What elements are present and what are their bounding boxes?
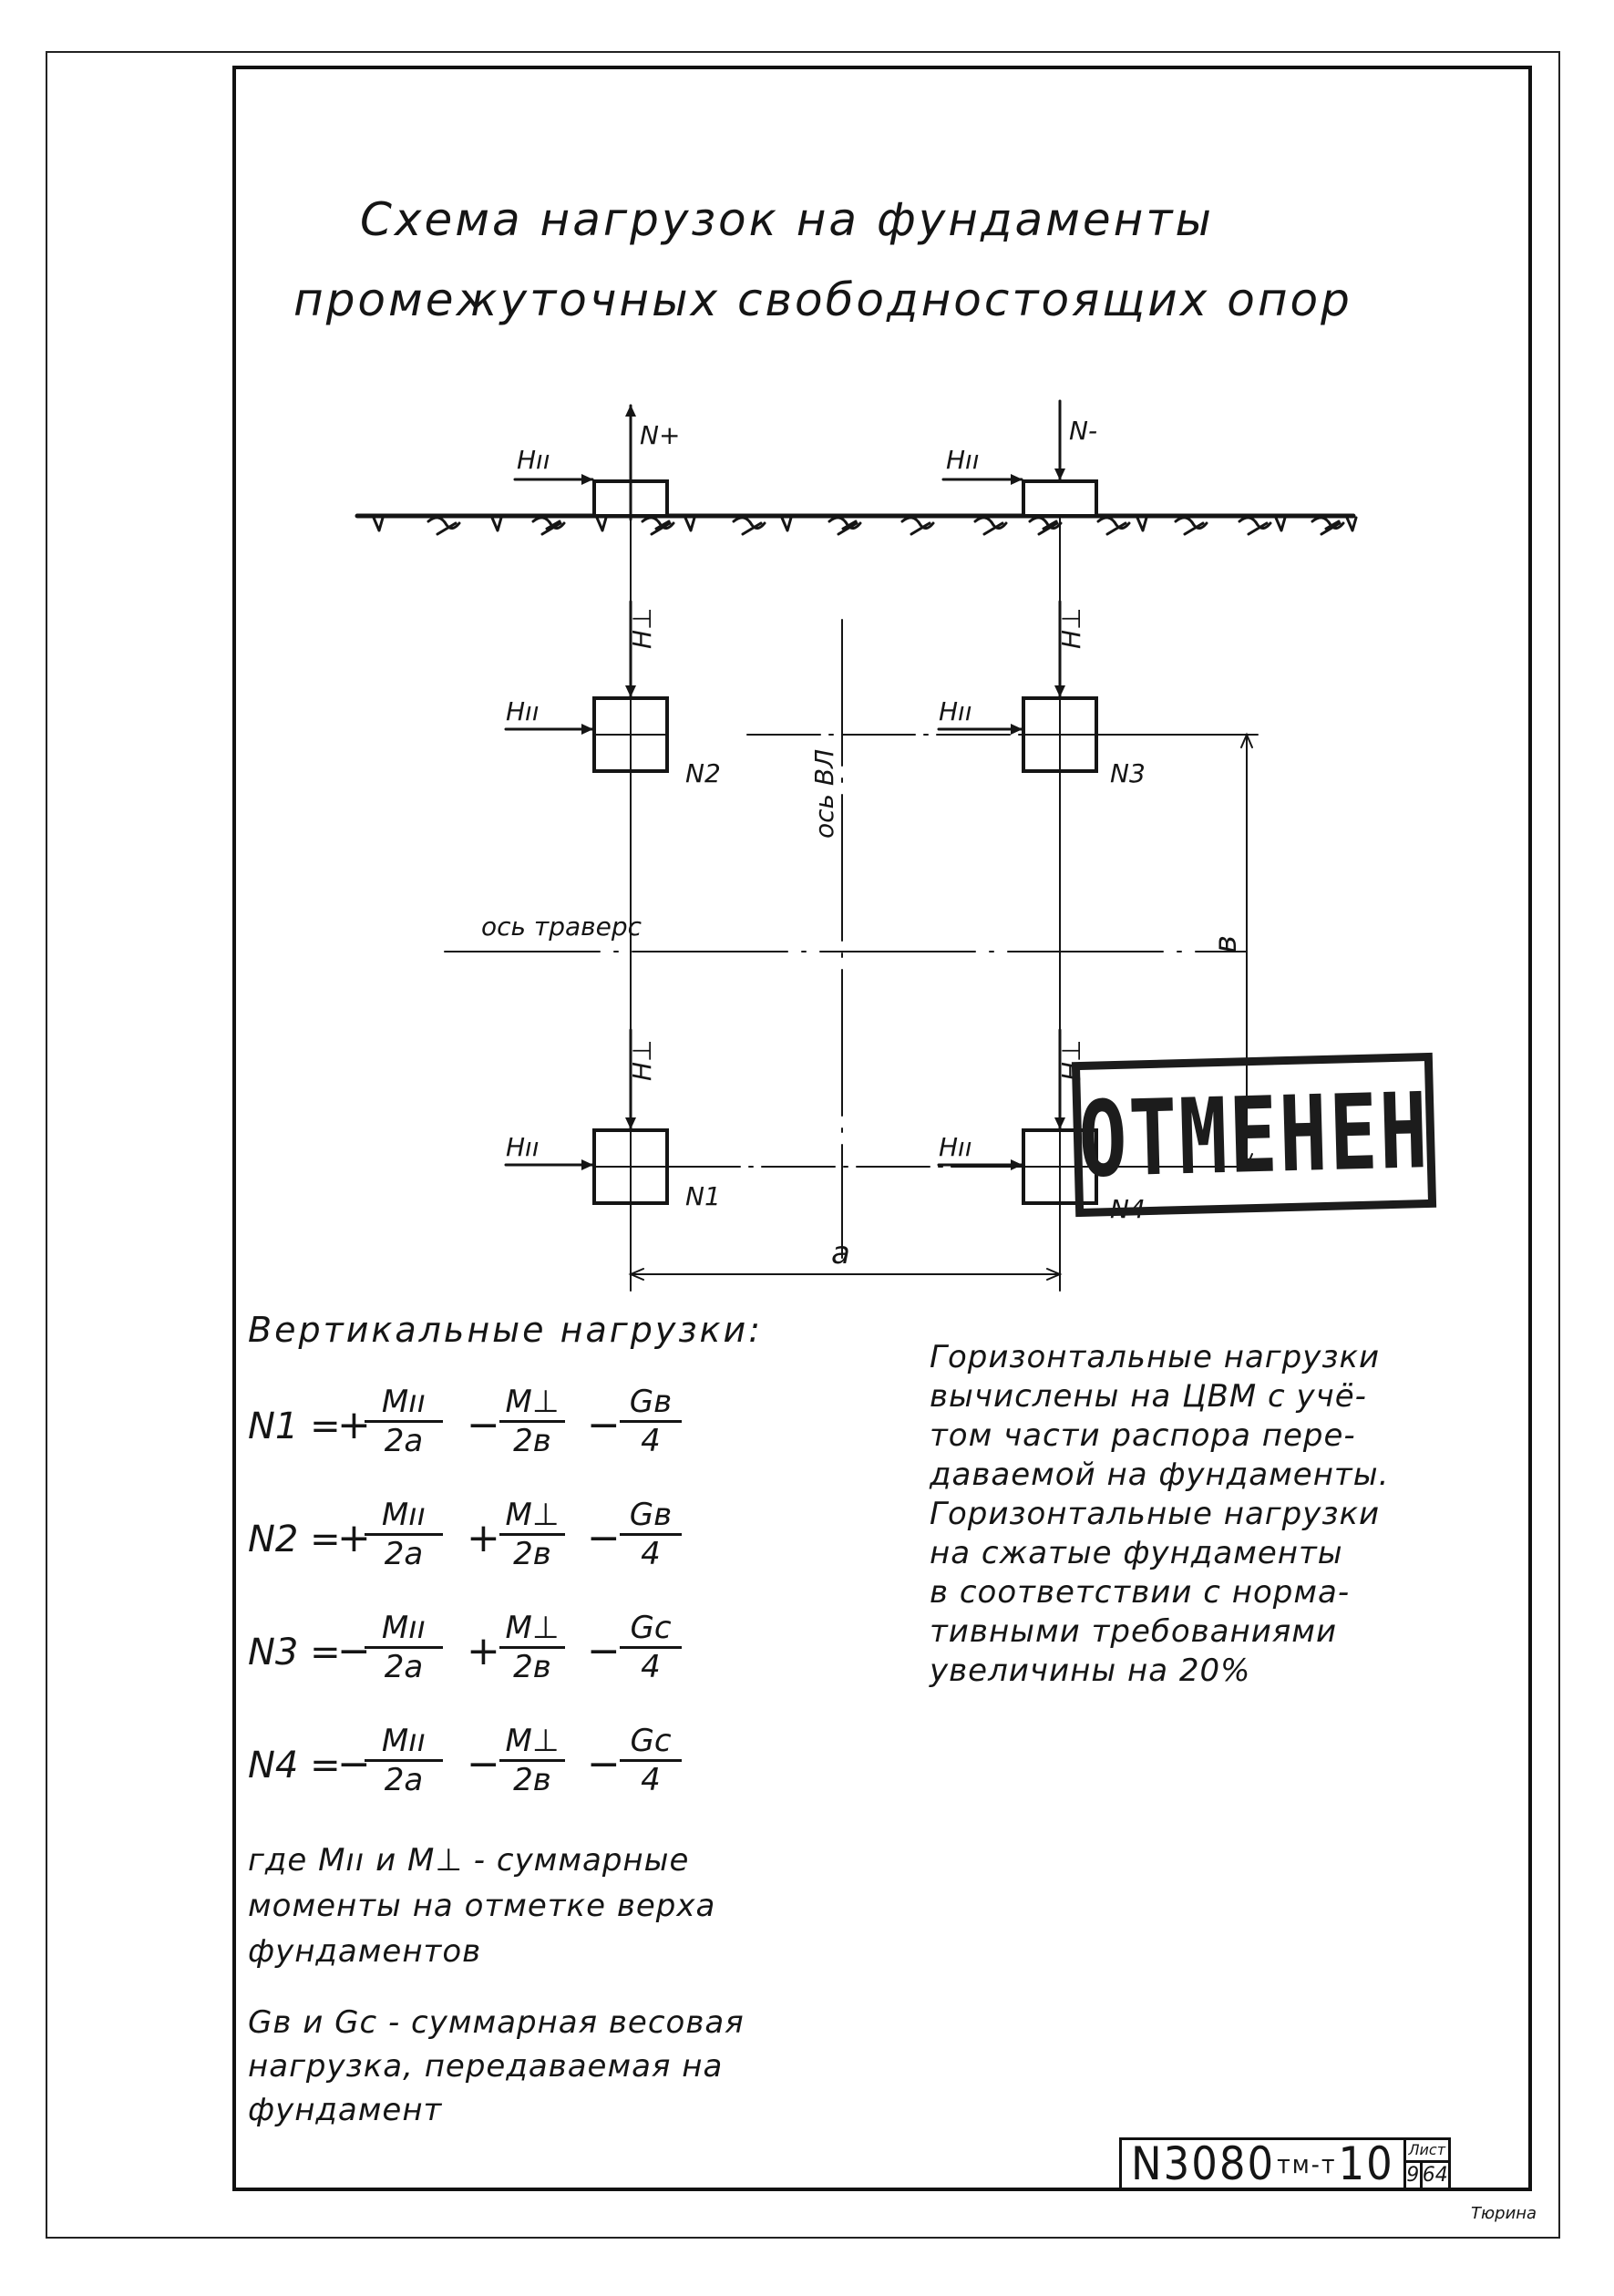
formula-sign: −	[337, 1628, 371, 1674]
label-h-n4: Hıı	[939, 1132, 972, 1162]
signer-name: Тюрина	[1471, 2204, 1537, 2223]
note-line: том части распора пере-	[930, 1417, 1356, 1454]
where-line-1: где Mıı и M⊥ - суммарные	[248, 1842, 690, 1879]
title-line-1: Схема нагрузок на фундаменты	[360, 193, 1214, 246]
label-perp-n2: H⊥	[627, 607, 657, 649]
formula-fraction: M⊥ 2в	[499, 1723, 565, 1798]
label-n1: N1	[685, 1181, 721, 1211]
sheet-label: Лист	[1406, 2140, 1448, 2163]
formula-lhs: N3 =	[248, 1632, 341, 1673]
label-h-n3: Hıı	[939, 696, 972, 726]
formula-sign: +	[467, 1628, 500, 1674]
where-line-2: моменты на отметке верха	[248, 1888, 716, 1924]
label-perp-n3: H⊥	[1056, 607, 1086, 649]
formula-fraction: M⊥ 2в	[499, 1497, 565, 1572]
note-line: Горизонтальные нагрузки	[930, 1339, 1381, 1375]
formula-sign: +	[467, 1515, 500, 1561]
sheet-number: 9	[1406, 2163, 1423, 2188]
formula-sign: −	[587, 1628, 621, 1674]
formula-fraction: $\frac{Gc}{4}$	[620, 1610, 682, 1685]
weights-line-2: нагрузка, передаваемая на	[248, 2048, 724, 2085]
stamp-text: ОТМЕНЕН	[1076, 1069, 1432, 1200]
formula-sign: −	[337, 1741, 371, 1787]
formula-n1	[248, 1378, 758, 1478]
title-line-2: промежуточных свободностоящих опор	[293, 273, 1352, 326]
formula-sign: −	[587, 1402, 621, 1448]
formula-sign: +	[337, 1515, 371, 1561]
vertical-loads-heading: Вертикальные нагрузки:	[248, 1310, 763, 1350]
formula-fraction: Mıı 2a	[365, 1723, 443, 1798]
note-line: вычислены на ЦВМ с учё-	[930, 1378, 1367, 1415]
note-line: Горизонтальные нагрузки	[930, 1496, 1381, 1532]
formula-sign: −	[587, 1515, 621, 1561]
formula-fraction: Mıı 2a	[365, 1384, 443, 1459]
drawing-code: N3080 тм-т 10	[1119, 2137, 1403, 2190]
label-dim-a: a	[831, 1235, 850, 1272]
label-h-n1: Hıı	[506, 1132, 540, 1162]
formula-sign: −	[587, 1741, 621, 1787]
note-line: даваемой на фундаменты.	[930, 1457, 1390, 1493]
formula-lhs: N2 =	[248, 1519, 341, 1560]
ground-hatching	[374, 518, 1356, 534]
formula-lhs: N4 =	[248, 1745, 341, 1786]
formula-fraction: Mıı 2a	[365, 1610, 443, 1685]
weights-line-3: фундамент	[248, 2092, 443, 2128]
formula-fraction: M⊥ 2в	[499, 1384, 565, 1459]
title-block	[1119, 2137, 1451, 2190]
where-line-3: фундаментов	[248, 1933, 482, 1970]
label-n3: N3	[1110, 758, 1146, 788]
label-axis-traverse: ось траверс	[481, 911, 643, 942]
formula-n4	[248, 1717, 758, 1817]
label-n4: N4	[1110, 1194, 1146, 1224]
formula-fraction: $\frac{Gc}{4}$	[620, 1723, 682, 1798]
formula-sign: +	[337, 1402, 371, 1448]
label-perp-n4: H⊥	[1056, 1039, 1086, 1081]
horizontal-loads-note	[930, 1338, 1389, 1691]
sheet-total: 64	[1422, 2164, 1448, 2187]
sheet-box	[1403, 2137, 1451, 2190]
label-dim-b: в	[1208, 934, 1244, 953]
formula-sign: −	[467, 1402, 500, 1448]
formula-lhs: N1 =	[248, 1405, 341, 1447]
formula-n2	[248, 1491, 758, 1591]
weights-line-1: Gв и Gc - суммарная весовая	[248, 2004, 745, 2041]
formula-sign: −	[467, 1741, 500, 1787]
formula-fraction: Gв 4	[620, 1497, 682, 1572]
formula-n3	[248, 1604, 758, 1704]
ground-foundation-right	[1023, 481, 1096, 516]
label-h-n2: Hıı	[506, 696, 540, 726]
label-axis-vl: ось ВЛ	[809, 748, 839, 839]
label-ground-right-v: N-	[1069, 416, 1098, 446]
formula-fraction: M⊥ 2в	[499, 1610, 565, 1685]
formula-fraction: Gв 4	[620, 1384, 682, 1459]
label-ground-left-h: Hıı	[517, 445, 550, 475]
note-line: в соответствии с норма-	[930, 1574, 1351, 1611]
label-perp-n1: H⊥	[627, 1039, 657, 1081]
note-line: на сжатые фундаменты	[930, 1535, 1343, 1571]
note-line: увеличины на 20%	[930, 1653, 1251, 1689]
label-n2: N2	[685, 758, 721, 788]
label-ground-right-h: Hıı	[946, 445, 980, 475]
label-ground-left-v: N+	[640, 420, 681, 450]
note-line: тивными требованиями	[930, 1613, 1338, 1650]
formula-fraction: Mıı 2a	[365, 1497, 443, 1572]
cancelled-stamp	[1072, 1053, 1436, 1217]
